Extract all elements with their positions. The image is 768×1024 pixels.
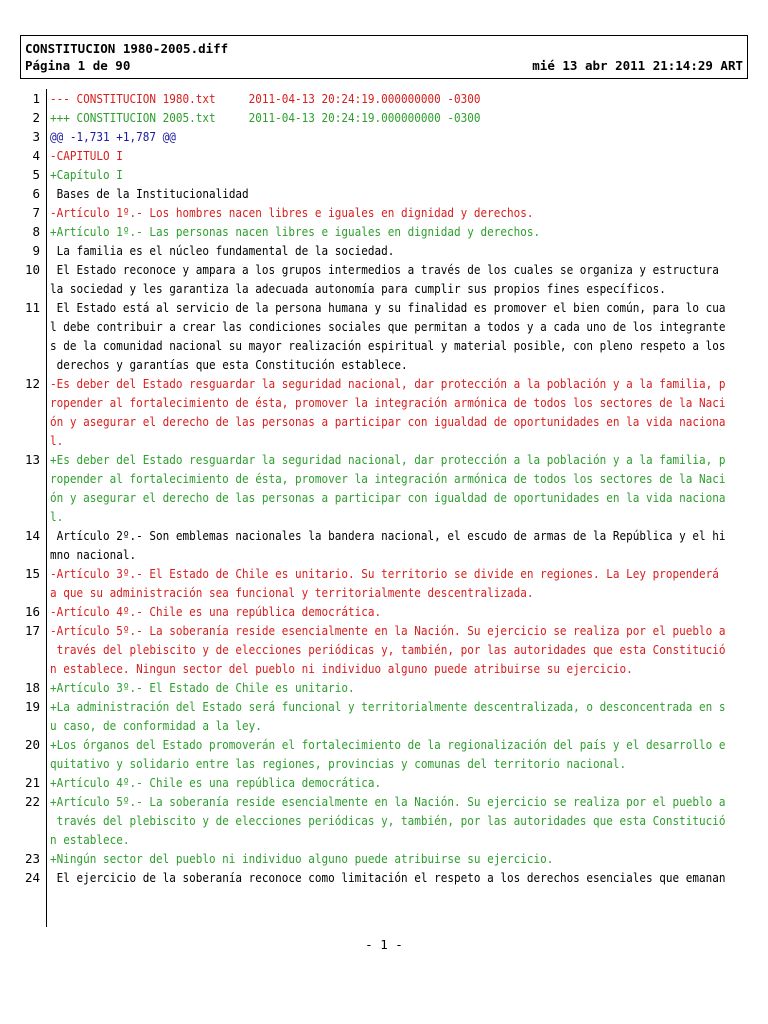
line-number: 19 — [24, 699, 40, 714]
line-text: +Artículo 5º.- La soberanía reside esencialmente en la Nación. Su ejercicio se realiza por el pueblo a través del plebiscito y de elecciones periódicas y, también, por las autoridades que esta Constitució n establece. — [50, 794, 726, 847]
line-number: 23 — [24, 851, 40, 866]
diff-line — [20, 165, 748, 184]
line-number: 15 — [24, 566, 40, 581]
diff-line — [20, 89, 748, 108]
line-text: El Estado reconoce y ampara a los grupos intermedios a través de los cuales se organiza y estructura la sociedad y les garantiza la adecuada autonomía para cumplir sus propios fines específicos. — [50, 262, 719, 296]
line-number: 3 — [32, 129, 40, 144]
line-text: +Artículo 3º.- El Estado de Chile es unitario. — [50, 680, 355, 695]
diff-line — [20, 792, 748, 849]
diff-line — [20, 849, 748, 868]
diff-line — [20, 678, 748, 697]
line-number: 16 — [24, 604, 40, 619]
line-text: -Artículo 3º.- El Estado de Chile es unitario. Su territorio se divide en regiones. La Ley propenderá a que su administración sea funcional y territorialmente descentralizada. — [50, 566, 719, 600]
diff-line — [20, 697, 748, 735]
line-text: @@ -1,731 +1,787 @@ — [50, 129, 176, 144]
line-number: 11 — [24, 300, 40, 315]
page-count: Página 1 de 90 — [25, 58, 131, 73]
line-number: 6 — [32, 186, 40, 201]
diff-line — [20, 260, 748, 298]
line-text: +La administración del Estado será funcional y territorialmente descentralizada, o desconcentrada en s u caso, de conformidad a la ley. — [50, 699, 726, 733]
line-number: 13 — [24, 452, 40, 467]
line-text: Bases de la Institucionalidad — [50, 186, 249, 201]
line-text: +++ CONSTITUCION 2005.txt 2011-04-13 20:24:19.000000000 -0300 — [50, 110, 481, 125]
diff-line — [20, 602, 748, 621]
line-number: 24 — [24, 870, 40, 885]
line-text: -Artículo 5º.- La soberanía reside esencialmente en la Nación. Su ejercicio se realiza por el pueblo a través del plebiscito y de elecciones periódicas y, también, por las autoridades que esta Constitució n establece. Ningun sector del pueblo ni individuo alguno puede atribuirse su ejercicio. — [50, 623, 726, 676]
diff-line — [20, 374, 748, 450]
line-text: -CAPITULO I — [50, 148, 123, 163]
line-number: 10 — [24, 262, 40, 277]
line-number: 8 — [32, 224, 40, 239]
diff-line — [20, 450, 748, 526]
line-number: 21 — [24, 775, 40, 790]
line-text: +Artículo 4º.- Chile es una república democrática. — [50, 775, 382, 790]
line-text: +Capítulo I — [50, 167, 123, 182]
line-text: -Es deber del Estado resguardar la seguridad nacional, dar protección a la población y a la familia, p ropender al fortalecimiento de ésta, promover la integración armónica de todos los sectores de la Naci ón y asegurar el derecho de las personas a participar con igualdad de oportunidades en la vida naciona l. — [50, 376, 726, 448]
line-number: 2 — [32, 110, 40, 125]
line-text: Artículo 2º.- Son emblemas nacionales la bandera nacional, el escudo de armas de la República y el hi mno nacional. — [50, 528, 726, 562]
page-footer: - 1 - — [365, 937, 403, 952]
diff-line — [20, 868, 748, 887]
diff-line — [20, 203, 748, 222]
line-number: 5 — [32, 167, 40, 182]
line-text: -Artículo 1º.- Los hombres nacen libres e iguales en dignidad y derechos. — [50, 205, 534, 220]
line-text: +Los órganos del Estado promoverán el fortalecimiento de la regionalización del país y el desarrollo e quitativo y solidario entre las regiones, provincias y comunas del territorio nacional. — [50, 737, 726, 771]
diff-line — [20, 108, 748, 127]
line-text: El ejercicio de la soberanía reconoce como limitación el respeto a los derechos esenciales que emanan — [50, 870, 726, 885]
diff-body — [20, 89, 748, 927]
diff-line — [20, 184, 748, 203]
line-number: 14 — [24, 528, 40, 543]
line-text: -Artículo 4º.- Chile es una república democrática. — [50, 604, 382, 619]
line-number: 1 — [32, 91, 40, 106]
diff-line — [20, 241, 748, 260]
diff-line — [20, 127, 748, 146]
document-header — [20, 35, 748, 79]
line-number: 17 — [24, 623, 40, 638]
diff-line — [20, 298, 748, 374]
line-text: +Ningún sector del pueblo ni individuo alguno puede atribuirse su ejercicio. — [50, 851, 554, 866]
line-number: 12 — [24, 376, 40, 391]
line-text: La familia es el núcleo fundamental de la sociedad. — [50, 243, 395, 258]
line-text: --- CONSTITUCION 1980.txt 2011-04-13 20:24:19.000000000 -0300 — [50, 91, 481, 106]
print-date: mié 13 abr 2011 21:14:29 ART — [532, 58, 743, 73]
line-number: 20 — [24, 737, 40, 752]
diff-line — [20, 773, 748, 792]
line-text: El Estado está al servicio de la persona humana y su finalidad es promover el bien común, para lo cua l debe contribuir a crear las condiciones sociales que permitan a todos y a cada uno de los integrante s de la comunidad nacional su mayor realización espiritual y material posible, con pleno respeto a los derechos y garantías que esta Constitución establece. — [50, 300, 726, 372]
line-number: 18 — [24, 680, 40, 695]
line-text: +Es deber del Estado resguardar la seguridad nacional, dar protección a la población y a la familia, p ropender al fortalecimiento de ésta, promover la integración armónica de todos los sectores de la Naci ón y asegurar el derecho de las personas a participar con igualdad de oportunidades en la vida naciona l. — [50, 452, 726, 524]
line-number: 4 — [32, 148, 40, 163]
diff-line — [20, 526, 748, 564]
diff-line — [20, 222, 748, 241]
diff-line — [20, 735, 748, 773]
line-number: 9 — [32, 243, 40, 258]
line-number: 7 — [32, 205, 40, 220]
file-title: CONSTITUCION 1980-2005.diff — [25, 41, 229, 56]
diff-line — [20, 146, 748, 165]
diff-line — [20, 621, 748, 678]
line-number: 22 — [24, 794, 40, 809]
diff-lines — [20, 89, 748, 887]
line-text: +Artículo 1º.- Las personas nacen libres e iguales en dignidad y derechos. — [50, 224, 541, 239]
diff-line — [20, 564, 748, 602]
